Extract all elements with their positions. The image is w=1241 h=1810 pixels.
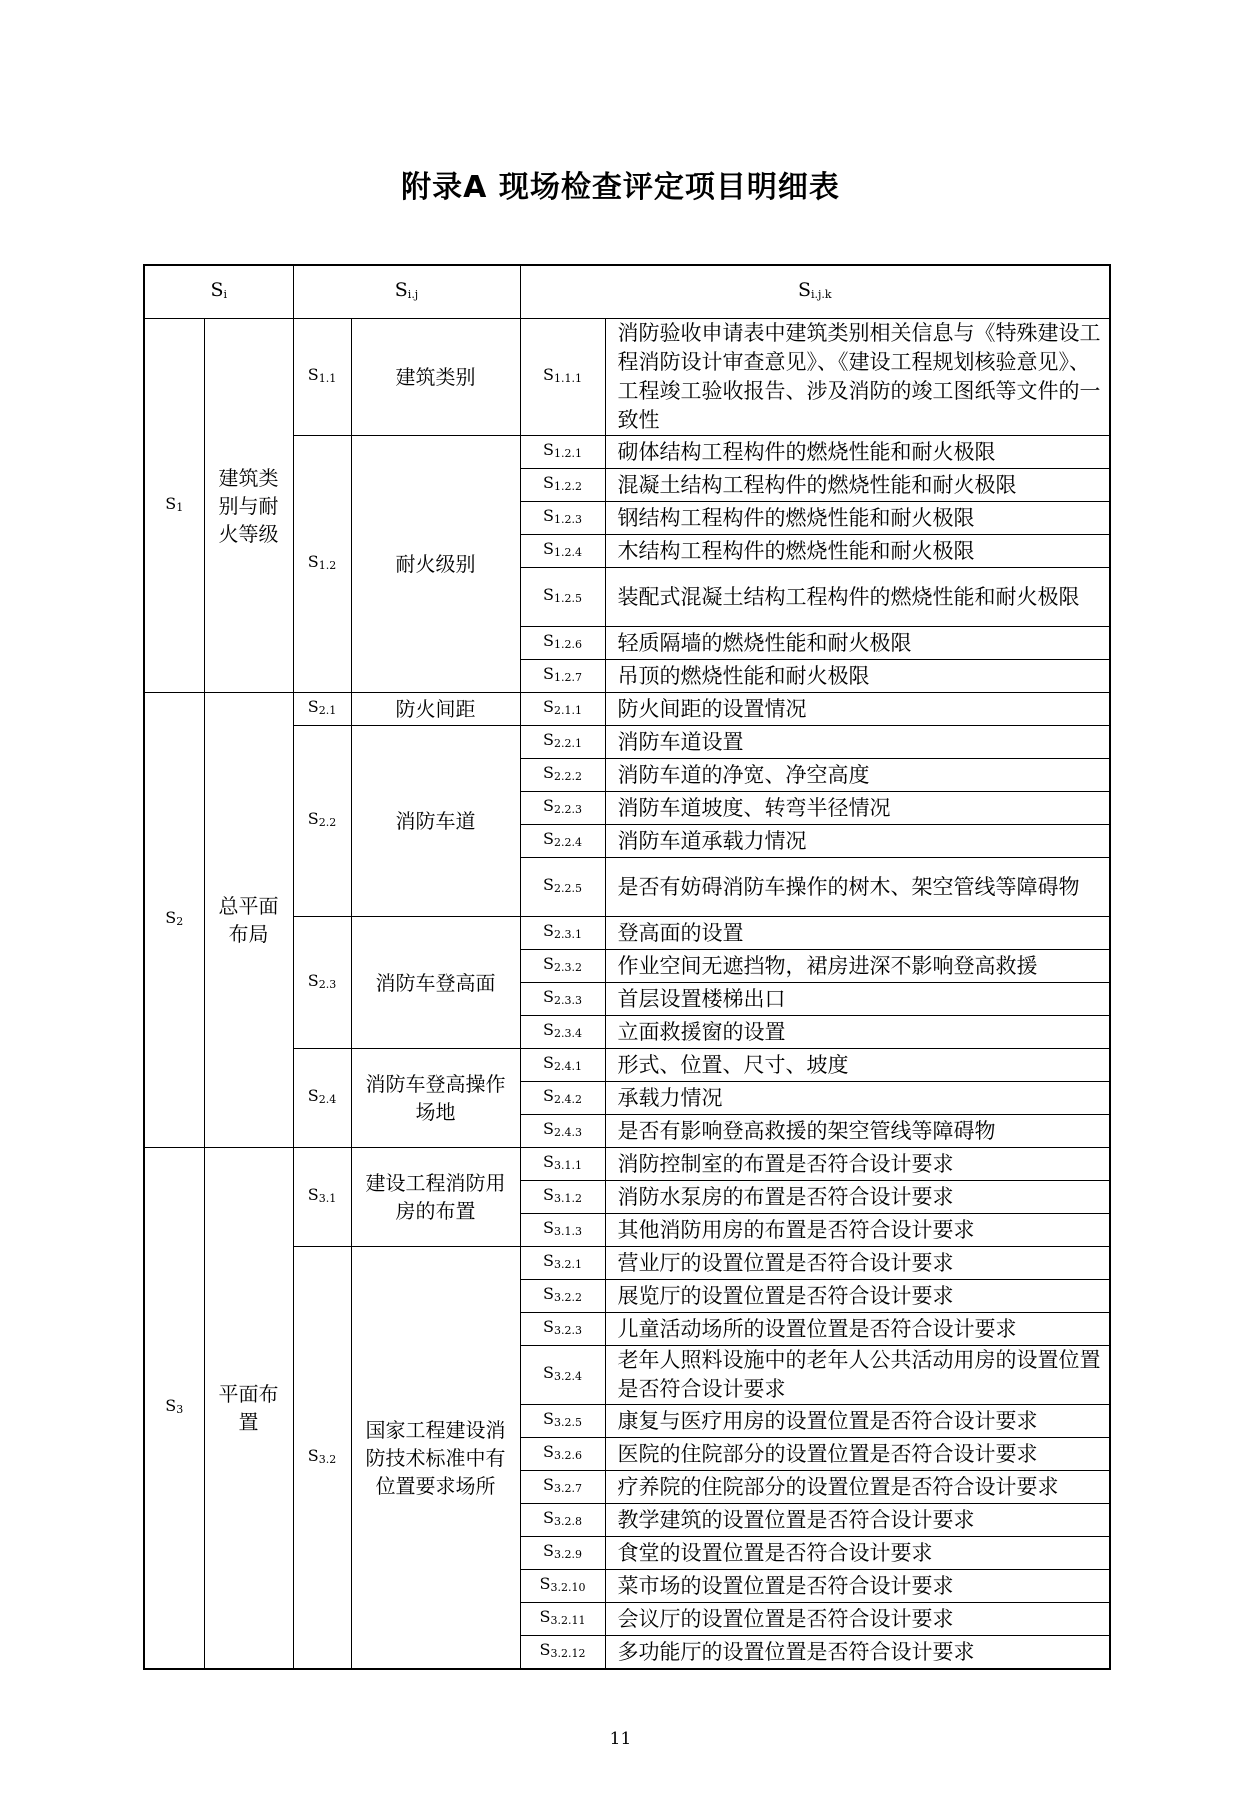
page-number: 11 [609, 1729, 632, 1749]
code-subscript: 2.2.3 [553, 803, 582, 816]
code-subscript: 2.2.2 [553, 770, 582, 783]
code-cell [144, 1148, 204, 1670]
code-letter: S [543, 365, 554, 384]
header-sij [293, 265, 520, 319]
code-letter: S [543, 1086, 554, 1105]
code-letter: S [165, 908, 177, 927]
code-letter: S [539, 1574, 551, 1593]
code-letter: S [307, 365, 319, 384]
code-letter: S [543, 664, 554, 683]
item-text: 消防车道坡度、转弯半径情况 [605, 792, 1110, 825]
code-subscript: 1.2.2 [553, 480, 582, 493]
code-letter: S [165, 493, 177, 513]
code-cell [520, 469, 605, 502]
code-cell [520, 1438, 605, 1471]
code-letter: S [543, 1053, 554, 1072]
subcategory-name: 耐火级别 [351, 436, 520, 693]
code-subscript: 2.1.1 [553, 704, 582, 717]
code-subscript: 2.4.2 [553, 1093, 582, 1106]
code-letter: S [307, 1185, 319, 1204]
code-subscript: 1.2.3 [553, 513, 582, 526]
code-cell [520, 1570, 605, 1603]
table-row [144, 693, 1110, 726]
code-cell [520, 627, 605, 660]
item-text: 其他消防用房的布置是否符合设计要求 [605, 1214, 1110, 1247]
code-subscript: 2.4 [318, 1093, 337, 1106]
code-cell [520, 1082, 605, 1115]
item-text: 首层设置楼梯出口 [605, 983, 1110, 1016]
code-letter: S [543, 1119, 554, 1138]
header-sij-label: S [394, 278, 408, 301]
header-sijk [520, 265, 1110, 319]
code-subscript: 3.1 [318, 1192, 337, 1205]
code-cell [520, 1214, 605, 1247]
code-letter: S [307, 697, 319, 716]
code-subscript: 1.1.1 [553, 372, 582, 385]
item-text: 砌体结构工程构件的燃烧性能和耐火极限 [605, 436, 1110, 469]
item-text: 老年人照料设施中的老年人公共活动用房的设置位置是否符合设计要求 [605, 1346, 1110, 1405]
code-letter: S [543, 1185, 554, 1204]
code-subscript: 1.2 [318, 559, 337, 572]
code-subscript: 2.1 [318, 704, 337, 717]
item-text: 展览厅的设置位置是否符合设计要求 [605, 1280, 1110, 1313]
code-cell [293, 436, 351, 693]
code-cell [520, 319, 605, 436]
code-cell [520, 759, 605, 792]
code-cell [293, 1049, 351, 1148]
code-cell [293, 1247, 351, 1670]
item-text: 医院的住院部分的设置位置是否符合设计要求 [605, 1438, 1110, 1471]
code-cell [520, 858, 605, 917]
code-letter: S [543, 1409, 554, 1428]
code-cell [520, 1636, 605, 1670]
code-letter: S [543, 1218, 554, 1237]
subcategory-name: 消防车登高操作场地 [351, 1049, 520, 1148]
code-cell [520, 502, 605, 535]
subcategory-name: 消防车道 [351, 726, 520, 917]
code-subscript: 3.2.2 [553, 1291, 582, 1304]
code-subscript: 3.2.10 [550, 1581, 586, 1594]
item-text: 装配式混凝土结构工程构件的燃烧性能和耐火极限 [605, 568, 1110, 627]
header-si [144, 265, 293, 319]
item-text: 钢结构工程构件的燃烧性能和耐火极限 [605, 502, 1110, 535]
code-cell [520, 1016, 605, 1049]
code-letter: S [539, 1640, 551, 1659]
item-text: 儿童活动场所的设置位置是否符合设计要求 [605, 1313, 1110, 1346]
code-letter: S [543, 829, 554, 848]
item-text: 消防车道承载力情况 [605, 825, 1110, 858]
header-sijk-label: S [797, 278, 811, 301]
code-subscript: 2.2 [318, 816, 337, 829]
code-cell [520, 436, 605, 469]
code-letter: S [307, 552, 319, 571]
header-sij-sub: i.j [407, 287, 419, 301]
code-letter: S [543, 763, 554, 782]
code-letter: S [543, 1541, 554, 1560]
table-row [144, 319, 1110, 436]
subcategory-name: 建设工程消防用房的布置 [351, 1148, 520, 1247]
code-subscript: 2.2.1 [553, 737, 582, 750]
code-letter: S [543, 796, 554, 815]
header-sijk-sub: i.j.k [810, 287, 832, 301]
code-cell [520, 950, 605, 983]
code-letter: S [165, 1396, 177, 1415]
code-subscript: 2.3.1 [553, 928, 582, 941]
code-cell [520, 726, 605, 759]
code-cell [520, 1346, 605, 1405]
subcategory-name: 国家工程建设消防技术标准中有位置要求场所 [351, 1247, 520, 1670]
code-cell [520, 693, 605, 726]
item-text: 承载力情况 [605, 1082, 1110, 1115]
header-si-label: S [210, 278, 224, 301]
code-cell [520, 1181, 605, 1214]
code-cell [293, 917, 351, 1049]
item-text: 吊顶的燃烧性能和耐火极限 [605, 660, 1110, 693]
code-cell [520, 1405, 605, 1438]
code-subscript: 1.2.1 [553, 447, 582, 460]
page-title: 附录A 现场检查评定项目明细表 [401, 170, 840, 205]
item-text: 轻质隔墙的燃烧性能和耐火极限 [605, 627, 1110, 660]
code-cell [520, 1537, 605, 1570]
code-cell [520, 1471, 605, 1504]
code-letter: S [543, 585, 554, 604]
code-cell [293, 693, 351, 726]
code-subscript: 1.2.7 [553, 671, 582, 684]
code-subscript: 3.1.2 [553, 1192, 582, 1205]
code-letter: S [543, 1508, 554, 1527]
code-letter: S [543, 1363, 554, 1382]
code-letter: S [543, 506, 554, 525]
code-letter: S [543, 954, 554, 973]
code-subscript: 3.2.9 [553, 1548, 582, 1561]
code-subscript: 3.2.11 [550, 1614, 586, 1627]
code-letter: S [543, 697, 554, 716]
item-text: 康复与医疗用房的设置位置是否符合设计要求 [605, 1405, 1110, 1438]
code-subscript: 3.2 [318, 1452, 337, 1466]
code-letter: S [543, 1317, 554, 1336]
code-subscript: 2.4.3 [553, 1126, 582, 1139]
item-text: 混凝土结构工程构件的燃烧性能和耐火极限 [605, 469, 1110, 502]
code-cell [520, 917, 605, 950]
code-letter: S [543, 987, 554, 1006]
code-letter: S [543, 1251, 554, 1270]
code-subscript: 1.2.6 [553, 638, 582, 651]
code-subscript: 3.2.12 [550, 1647, 586, 1660]
code-cell [520, 825, 605, 858]
code-cell [144, 693, 204, 1148]
item-text: 消防验收申请表中建筑类别相关信息与《特殊建设工程消防设计审查意见》、《建设工程规划核验意见》、工程竣工验收报告、涉及消防的竣工图纸等文件的一致性 [605, 319, 1110, 436]
item-text: 立面救援窗的设置 [605, 1016, 1110, 1049]
code-subscript: 2.3.3 [553, 994, 582, 1007]
code-subscript: 2.3.2 [553, 961, 582, 974]
code-cell [520, 1504, 605, 1537]
code-letter: S [307, 809, 319, 828]
item-text: 营业厅的设置位置是否符合设计要求 [605, 1247, 1110, 1280]
code-letter: S [543, 1152, 554, 1171]
code-cell [293, 319, 351, 436]
item-text: 是否有影响登高救援的架空管线等障碍物 [605, 1115, 1110, 1148]
code-letter: S [543, 1020, 554, 1039]
item-text: 食堂的设置位置是否符合设计要求 [605, 1537, 1110, 1570]
subcategory-name: 建筑类别 [351, 319, 520, 436]
code-cell [293, 726, 351, 917]
category-name: 总平面布局 [204, 693, 293, 1148]
code-subscript: 2 [176, 915, 184, 928]
code-cell [520, 1280, 605, 1313]
code-letter: S [543, 473, 554, 492]
code-subscript: 3.2.5 [553, 1416, 582, 1429]
code-subscript: 1.2.5 [553, 592, 582, 605]
item-text: 登高面的设置 [605, 917, 1110, 950]
code-letter: S [543, 539, 554, 558]
item-text: 菜市场的设置位置是否符合设计要求 [605, 1570, 1110, 1603]
inspection-items-table [143, 264, 1111, 1670]
code-cell [520, 660, 605, 693]
item-text: 消防车道的净宽、净空高度 [605, 759, 1110, 792]
item-text: 教学建筑的设置位置是否符合设计要求 [605, 1504, 1110, 1537]
code-subscript: 3.2.8 [553, 1515, 582, 1528]
item-text: 疗养院的住院部分的设置位置是否符合设计要求 [605, 1471, 1110, 1504]
category-name: 平面布置 [204, 1148, 293, 1670]
code-subscript: 1 [176, 500, 184, 514]
code-subscript: 1.1 [318, 372, 337, 385]
code-letter: S [543, 875, 554, 894]
item-text: 消防水泵房的布置是否符合设计要求 [605, 1181, 1110, 1214]
code-subscript: 3.1.1 [553, 1159, 582, 1172]
code-letter: S [543, 730, 554, 749]
code-cell [520, 983, 605, 1016]
code-subscript: 3.1.3 [553, 1225, 582, 1238]
subcategory-name: 防火间距 [351, 693, 520, 726]
header-row [144, 265, 1110, 319]
subcategory-name: 消防车登高面 [351, 917, 520, 1049]
code-subscript: 2.4.1 [553, 1060, 582, 1073]
code-letter: S [543, 1284, 554, 1303]
item-text: 是否有妨碍消防车操作的树木、架空管线等障碍物 [605, 858, 1110, 917]
code-letter: S [307, 1086, 319, 1105]
header-si-sub: i [223, 287, 228, 301]
table-row [144, 1148, 1110, 1181]
code-letter: S [543, 631, 554, 650]
code-cell [144, 319, 204, 693]
item-text: 多功能厅的设置位置是否符合设计要求 [605, 1636, 1110, 1670]
code-cell [520, 535, 605, 568]
code-subscript: 1.2.4 [553, 546, 582, 559]
item-text: 会议厅的设置位置是否符合设计要求 [605, 1603, 1110, 1636]
code-letter: S [539, 1607, 551, 1626]
code-cell [520, 792, 605, 825]
item-text: 消防车道设置 [605, 726, 1110, 759]
category-name: 建筑类别与耐火等级 [204, 319, 293, 693]
code-subscript: 3 [176, 1403, 184, 1416]
code-cell [520, 1049, 605, 1082]
code-cell [520, 1115, 605, 1148]
code-subscript: 2.2.5 [553, 882, 582, 895]
code-subscript: 2.2.4 [553, 836, 582, 849]
code-letter: S [543, 921, 554, 940]
code-cell [520, 1247, 605, 1280]
item-text: 消防控制室的布置是否符合设计要求 [605, 1148, 1110, 1181]
code-subscript: 3.2.4 [553, 1370, 582, 1383]
code-letter: S [307, 970, 319, 990]
code-letter: S [307, 1445, 319, 1465]
code-cell [520, 1603, 605, 1636]
code-subscript: 3.2.6 [553, 1449, 582, 1462]
code-subscript: 3.2.3 [553, 1324, 582, 1337]
code-letter: S [543, 440, 554, 459]
code-subscript: 3.2.1 [553, 1258, 582, 1271]
code-cell [520, 568, 605, 627]
code-cell [520, 1148, 605, 1181]
code-subscript: 2.3 [318, 977, 337, 991]
code-subscript: 3.2.7 [553, 1482, 582, 1495]
code-letter: S [543, 1442, 554, 1461]
item-text: 防火间距的设置情况 [605, 693, 1110, 726]
code-letter: S [543, 1475, 554, 1494]
item-text: 形式、位置、尺寸、坡度 [605, 1049, 1110, 1082]
item-text: 木结构工程构件的燃烧性能和耐火极限 [605, 535, 1110, 568]
item-text: 作业空间无遮挡物，裙房进深不影响登高救援 [605, 950, 1110, 983]
code-subscript: 2.3.4 [553, 1027, 582, 1040]
code-cell [293, 1148, 351, 1247]
code-cell [520, 1313, 605, 1346]
